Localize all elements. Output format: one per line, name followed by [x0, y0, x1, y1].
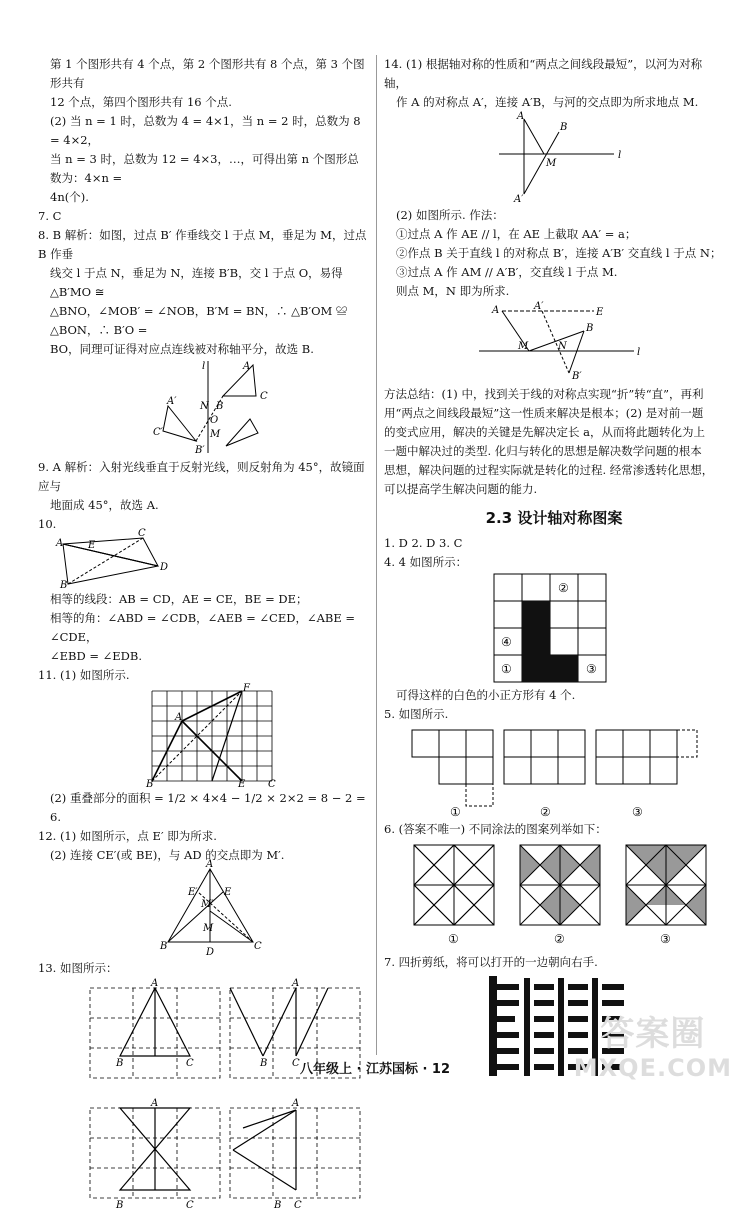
- q7-text: 7. 四折剪纸，将可以打开的一边朝向右手.: [384, 955, 598, 969]
- svg-text:E: E: [238, 779, 246, 790]
- watermark: [573, 1014, 732, 1085]
- svg-text:B′: B′: [195, 445, 205, 456]
- q10-figure: [38, 528, 370, 591]
- svg-text:A: A: [292, 1098, 300, 1109]
- q7-answer: 7. C: [38, 209, 62, 223]
- svg-text:l: l: [618, 150, 622, 161]
- q8-text: △BNO，∠MOB′ = ∠NOB，B′M = BN，∴ △B′OM ≌ △BON，∴ B′O =: [50, 304, 348, 337]
- circled-2: ②: [558, 581, 569, 595]
- q14-text: 作 A 的对称点 A′，连接 A′B，与河的交点即为所求地点 M.: [396, 95, 699, 109]
- page-footer: 八年级上 · 江苏国标 · 12: [299, 1062, 451, 1077]
- q11-area-text: (2) 重叠部分的面积 = 1/2 × 4×4 − 1/2 × 2×2 = 8 − 2 = 6.: [50, 791, 366, 824]
- q12-label: 12. (1) 如图所示，点 E′ 即为所求.: [38, 829, 217, 843]
- method-summary: 的变式应用，解决的关键是先解决定长 a，从而将此题转化为上: [384, 425, 706, 439]
- svg-text:A′: A′: [534, 301, 544, 312]
- q14-step: ②作点 B 关于直线 l 的对称点 B′，连接 A′B′ 交直线 l 于点 N；: [396, 246, 722, 260]
- q11-label: 11. (1) 如图所示.: [38, 668, 130, 682]
- right-column: [384, 55, 724, 1086]
- svg-text:O: O: [210, 415, 219, 426]
- svg-text:C: C: [292, 1058, 300, 1069]
- circled-1: ①: [501, 662, 512, 676]
- svg-text:D: D: [206, 947, 215, 958]
- q4-grid-figure: [384, 574, 724, 684]
- circled-4: ④: [501, 635, 512, 649]
- left-column: [38, 55, 370, 1212]
- q14-step: ③过点 A 作 AM // A′B′，交直线 l 于点 M.: [396, 265, 618, 279]
- svg-text:C: C: [294, 1200, 302, 1211]
- svg-text:C′: C′: [153, 427, 163, 438]
- q14-step: 则点 M，N 即为所求.: [396, 284, 510, 298]
- circled-3: ③: [586, 662, 597, 676]
- caption-3: ③: [660, 932, 671, 946]
- svg-text:A: A: [56, 538, 64, 549]
- q14-text: 14. (1) 根据轴对称的性质和“两点之间线段最短”，以河为对称轴，: [384, 57, 703, 90]
- svg-text:C: C: [260, 391, 268, 402]
- caption-1: ①: [448, 932, 459, 946]
- q5-label: 5. 如图所示.: [384, 707, 449, 721]
- svg-text:B: B: [586, 323, 594, 334]
- svg-text:D: D: [160, 562, 169, 573]
- method-summary: 思想，解决问题的过程实际就是转化的过程. 经常渗透转化思想，: [384, 463, 714, 477]
- svg-text:A: A: [175, 712, 183, 723]
- svg-text:A: A: [206, 859, 214, 870]
- svg-text:A: A: [517, 111, 525, 122]
- svg-text:B: B: [260, 1058, 268, 1069]
- q10-text: 相等的线段：AB = CD，AE = CE，BE = DE；: [50, 592, 308, 606]
- q6-label: 6. (答案不唯一) 不同涂法的图案列举如下：: [384, 822, 607, 836]
- q4-text: 可得这样的白色的小正方形有 4 个.: [396, 688, 576, 702]
- q6-text: 12 个点，第四个图形共有 16 个点.: [50, 95, 232, 109]
- svg-text:M: M: [203, 923, 214, 934]
- svg-text:M: M: [210, 429, 221, 440]
- q8-text: 线交 l 于点 N，垂足为 N，连接 B′B，交 l 于点 O，易得 △B′MO ≅: [50, 266, 343, 299]
- q10-text: ∠EBD = ∠EDB.: [50, 649, 143, 663]
- q11-grid-figure: [38, 683, 370, 790]
- svg-text:N: N: [558, 341, 567, 352]
- watermark-line-1: 答案圈: [600, 1014, 706, 1054]
- q9-text: 地面成 45°，故选 A.: [50, 498, 159, 512]
- caption-2: ②: [540, 805, 551, 819]
- svg-text:B: B: [160, 941, 168, 952]
- svg-text:A′: A′: [514, 194, 524, 205]
- q6-text: 第 1 个图形共有 4 个点，第 2 个图形共有 8 个点，第 3 个图形共有: [50, 57, 365, 90]
- svg-text:B: B: [274, 1200, 282, 1211]
- q14-step: ①过点 A 作 AE // l，在 AE 上截取 AA′ = a；: [396, 227, 637, 241]
- svg-text:B: B: [216, 401, 224, 412]
- svg-text:M: M: [518, 341, 529, 352]
- column-divider: [376, 55, 377, 1055]
- answers-1-3: 1. D 2. D 3. C: [384, 536, 463, 550]
- svg-text:A: A: [151, 1098, 159, 1109]
- svg-text:C: C: [186, 1200, 194, 1211]
- svg-text:C: C: [186, 1058, 194, 1069]
- svg-text:B: B: [116, 1058, 124, 1069]
- q4-label: 4. 4 如图所示：: [384, 555, 468, 569]
- svg-text:A: A: [492, 305, 500, 316]
- q6-text: 当 n = 3 时，总数为 12 = 4×3，…，可得出第 n 个图形总数为：4×n =: [50, 152, 359, 185]
- svg-text:l: l: [202, 361, 206, 372]
- svg-text:E: E: [596, 307, 604, 318]
- section-heading: 2.3 设计轴对称图案: [485, 509, 623, 527]
- svg-text:A: A: [292, 978, 300, 989]
- q6-text: 4n(个).: [50, 190, 89, 204]
- svg-text:C: C: [268, 779, 276, 790]
- q13-figure: [38, 980, 370, 1210]
- caption-1: ①: [450, 805, 461, 819]
- q9-text: 9. A 解析：入射光线垂直于反射光线，则反射角为 45°，故镜面应与: [38, 460, 365, 493]
- q14-figure-2: [384, 303, 724, 383]
- q8-figure: [38, 361, 370, 456]
- svg-text:F: F: [243, 683, 250, 694]
- svg-text:E′: E′: [188, 887, 198, 898]
- svg-text:M: M: [546, 158, 557, 169]
- q13-label: 13. 如图所示：: [38, 961, 118, 975]
- svg-text:C: C: [138, 528, 146, 539]
- svg-text:A: A: [151, 978, 159, 989]
- svg-text:B: B: [116, 1200, 124, 1211]
- q12-text: (2) 连接 CE′(或 BE)，与 AD 的交点即为 M′.: [50, 848, 285, 862]
- method-summary: 用“两点之间线段最短”这一性质来解决是根本；(2) 是对前一题: [384, 406, 704, 420]
- svg-text:M′: M′: [201, 899, 214, 910]
- svg-text:A′: A′: [167, 396, 177, 407]
- method-summary: 可以提高学生解决问题的能力.: [384, 482, 538, 496]
- method-summary: 一题中解决过的类型. 化归与转化的思想是解决数学问题的根本: [384, 444, 702, 458]
- q10-text: 相等的角：∠ABD = ∠CDB，∠AEB = ∠CED，∠ABE = ∠CDE，: [50, 611, 356, 644]
- svg-text:E: E: [88, 540, 96, 551]
- svg-text:l: l: [637, 347, 641, 358]
- svg-text:B: B: [60, 580, 68, 591]
- q6-text: (2) 当 n = 1 时，总数为 4 = 4×1，当 n = 2 时，总数为 8 = 4×2，: [50, 114, 361, 147]
- svg-text:E: E: [224, 887, 232, 898]
- q10-label: 10.: [38, 517, 57, 531]
- q14-text: (2) 如图所示. 作法：: [396, 208, 504, 222]
- svg-text:A: A: [243, 361, 251, 372]
- svg-text:B′: B′: [572, 371, 582, 382]
- method-summary: 方法总结：(1) 中，找到关于线的对称点实现“折”转“直”，再利: [384, 387, 704, 401]
- svg-text:B: B: [560, 122, 568, 133]
- caption-3: ③: [632, 805, 643, 819]
- q12-figure: [38, 859, 370, 958]
- svg-text:N: N: [200, 401, 209, 412]
- watermark-line-2: MXQE.COM: [573, 1054, 732, 1082]
- q8-text: BO，同理可证得对应点连线被对称轴平分，故选 B.: [50, 342, 314, 356]
- q6-patterns-figure: [384, 841, 724, 951]
- q5-figure: [384, 726, 724, 818]
- svg-text:C: C: [254, 941, 262, 952]
- caption-2: ②: [554, 932, 565, 946]
- svg-text:B: B: [146, 779, 154, 790]
- q8-text: 8. B 解析：如图，过点 B′ 作垂线交 l 于点 M，垂足为 M，过点 B 作垂: [38, 228, 367, 261]
- q14-figure-1: [384, 111, 724, 205]
